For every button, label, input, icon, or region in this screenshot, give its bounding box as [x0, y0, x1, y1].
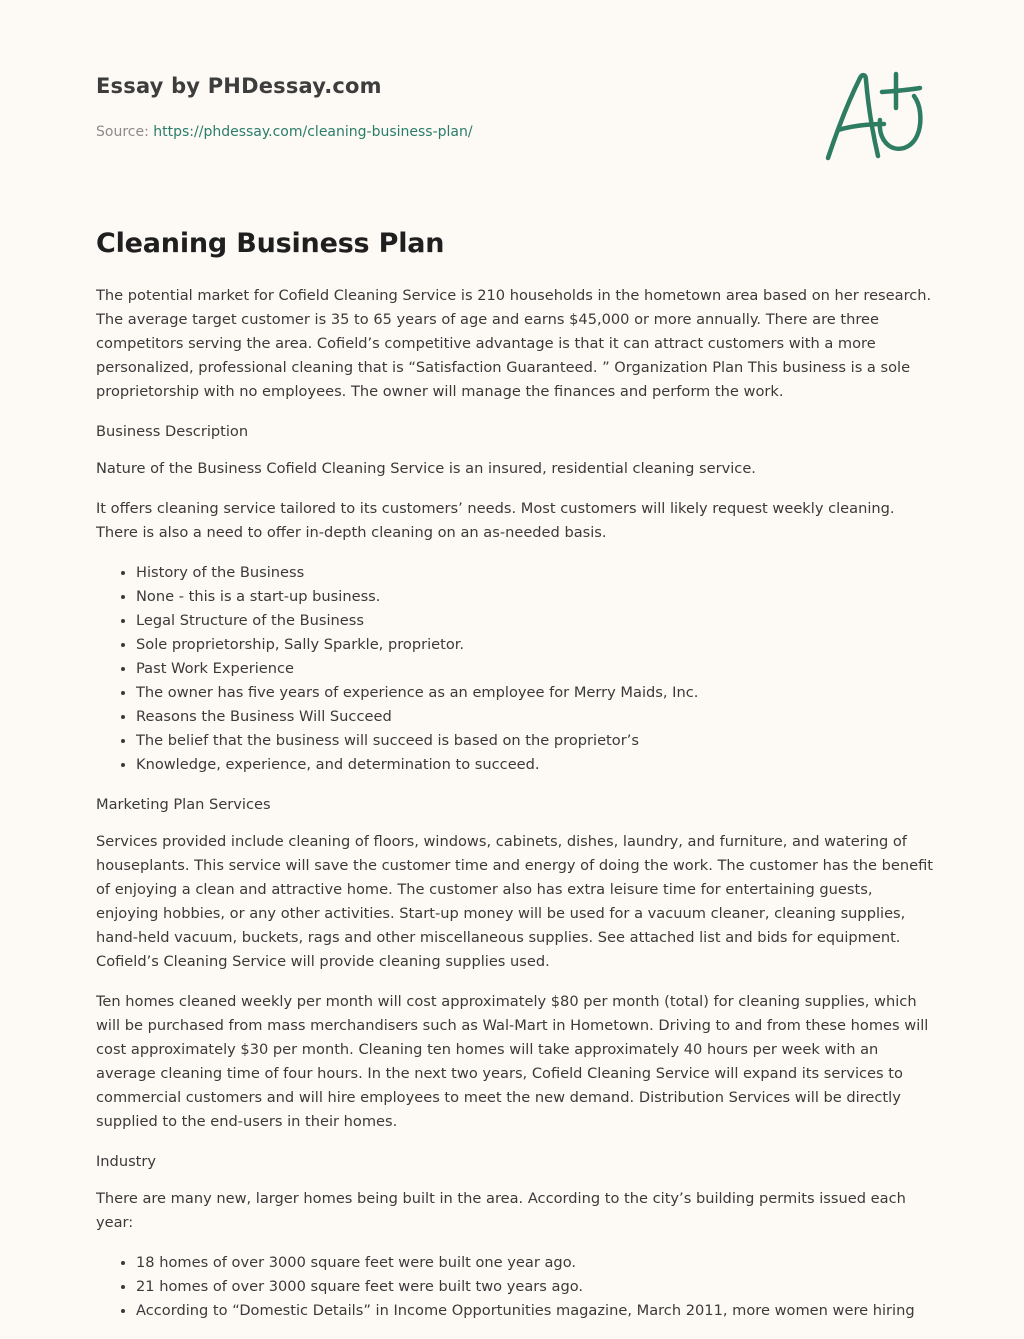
- list-item: • History of the Business: [136, 561, 936, 585]
- list-item: • None - this is a start-up business.: [136, 585, 936, 609]
- business-description-heading: Business Description: [96, 423, 249, 440]
- source-link[interactable]: https://phdessay.com/cleaning-business-plan/: [153, 124, 473, 140]
- costs-paragraph: Ten homes cleaned weekly per month will cost approximately $80 per month (total) for cleaning supplies, which will be purchased from mass merchandisers such as Wal-Mart in Hometown. Driving to and from these homes will cost approximately $30 per month. Cleaning ten homes will take approximately 40 hours per week with an average cleaning time of four hours. In the next two years, Cofield Cleaning Service will expand its services to commercial customers and will hire employees to meet the new demand. Distribution Services will be directly supplied to the end-users in their homes.: [96, 993, 929, 1130]
- a-plus-logo-icon: [816, 64, 932, 168]
- list-item: • Sole proprietorship, Sally Sparkle, proprietor.: [136, 633, 936, 657]
- industry-paragraph: There are many new, larger homes being built in the area. According to the city’s building permits issued each year:: [96, 1190, 906, 1231]
- industry-list: [96, 1251, 936, 1323]
- offers-paragraph: It offers cleaning service tailored to its customers’ needs. Most customers will likely request weekly cleaning. There is also a need to offer in-depth cleaning on an as-needed basis.: [96, 500, 895, 541]
- business-list: [96, 561, 936, 777]
- industry-heading: Industry: [96, 1153, 157, 1170]
- site-brand: Essay by PHDessay.com: [96, 74, 382, 98]
- list-item: • Past Work Experience: [136, 657, 936, 681]
- list-item: • The belief that the business will succeed is based on the proprietor’s: [136, 729, 936, 753]
- nature-paragraph: Nature of the Business Cofield Cleaning Service is an insured, residential cleaning service.: [96, 460, 756, 477]
- list-item: • According to “Domestic Details” in Income Opportunities magazine, March 2011, more women were hiring: [136, 1299, 936, 1323]
- list-item: • 18 homes of over 3000 square feet were built one year ago.: [136, 1251, 936, 1275]
- article: [96, 226, 936, 1339]
- source-line: [96, 124, 473, 140]
- source-label: Source:: [96, 124, 154, 140]
- intro-paragraph: The potential market for Cofield Cleaning Service is 210 households in the hometown area based on her research. The average target customer is 35 to 65 years of age and earns $45,000 or more annually. There are three competitors serving the area. Cofield’s competitive advantage is that it can attract customers with a more personalized, professional cleaning that is “Satisfaction Guaranteed. ” Organization Plan This business is a sole proprietorship with no employees. The owner will manage the finances and perform the work.: [96, 287, 932, 400]
- list-item: • Knowledge, experience, and determination to succeed.: [136, 753, 936, 777]
- list-item: • Reasons the Business Will Succeed: [136, 705, 936, 729]
- marketing-heading: Marketing Plan Services: [96, 796, 271, 813]
- list-item: • The owner has five years of experience as an employee for Merry Maids, Inc.: [136, 681, 936, 705]
- list-item: • 21 homes of over 3000 square feet were built two years ago.: [136, 1275, 936, 1299]
- services-paragraph: Services provided include cleaning of floors, windows, cabinets, dishes, laundry, and furniture, and watering of houseplants. This service will save the customer time and energy of doing the work. The customer has the benefit of enjoying a clean and attractive home. The customer also has extra leisure time for entertaining guests, enjoying hobbies, or any other activities. Start-up money will be used for a vacuum cleaner, cleaning supplies, hand-held vacuum, buckets, rags and other miscellaneous supplies. See attached list and bids for equipment. Cofield’s Cleaning Service will provide cleaning supplies used.: [96, 833, 934, 970]
- page-title: Cleaning Business Plan: [96, 228, 445, 259]
- list-item: • Legal Structure of the Business: [136, 609, 936, 633]
